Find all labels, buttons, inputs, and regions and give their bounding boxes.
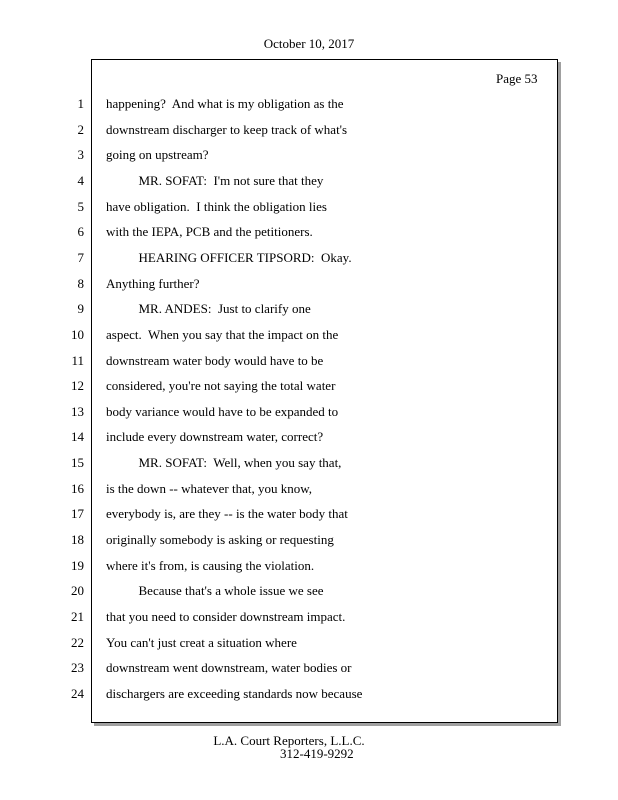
line-number: 1: [77, 96, 84, 111]
line-number: 20: [71, 583, 84, 598]
line-number: 6: [77, 224, 84, 239]
line-text: downstream water body would have to be: [106, 353, 324, 368]
line-number: 15: [71, 455, 84, 470]
line-number: 3: [77, 147, 84, 162]
footer-company: L.A. Court Reporters, L.L.C.: [213, 733, 365, 748]
line-text: going on upstream?: [106, 147, 209, 162]
line-number: 7: [77, 250, 84, 265]
line-number: 23: [71, 660, 84, 675]
line-text: that you need to consider downstream impact.: [106, 609, 346, 624]
line-text: originally somebody is asking or requesting: [106, 532, 334, 547]
line-text: everybody is, are they -- is the water body that: [106, 506, 348, 521]
line-number: 2: [77, 122, 84, 137]
line-number: 13: [71, 404, 84, 419]
line-number: 10: [71, 327, 84, 342]
line-text: Anything further?: [106, 276, 200, 291]
line-text: body variance would have to be expanded to: [106, 404, 339, 419]
line-text: MR. SOFAT: Well, when you say that,: [106, 455, 342, 470]
line-text: is the down -- whatever that, you know,: [106, 481, 313, 496]
line-text: aspect. When you say that the impact on the: [106, 327, 339, 342]
line-text: Because that's a whole issue we see: [106, 583, 324, 598]
line-text: You can't just creat a situation where: [106, 635, 297, 650]
line-number: 14: [71, 429, 84, 444]
line-text: dischargers are exceeding standards now because: [106, 686, 363, 701]
line-number: 24: [71, 686, 84, 701]
line-text: HEARING OFFICER TIPSORD: Okay.: [106, 250, 352, 265]
line-number: 16: [71, 481, 84, 496]
line-number: 18: [71, 532, 84, 547]
line-number: 22: [71, 635, 84, 650]
line-number: 8: [77, 276, 84, 291]
line-number: 12: [71, 378, 84, 393]
line-number: 21: [71, 609, 84, 624]
line-number: 5: [77, 199, 84, 214]
line-number: 4: [77, 173, 84, 188]
line-text: where it's from, is causing the violation.: [106, 558, 315, 573]
header-date: October 10, 2017: [263, 36, 355, 51]
line-text: MR. ANDES: Just to clarify one: [106, 301, 311, 316]
page-number: Page 53: [496, 71, 538, 86]
line-text: happening? And what is my obligation as the: [106, 96, 344, 111]
line-number: 11: [71, 353, 84, 368]
line-text: MR. SOFAT: I'm not sure that they: [106, 173, 324, 188]
footer-phone: 312-419-9292: [280, 746, 354, 761]
line-text: have obligation. I think the obligation lies: [106, 199, 327, 214]
line-text: include every downstream water, correct?: [106, 429, 324, 444]
line-number: 19: [71, 558, 84, 573]
line-number: 17: [71, 506, 84, 521]
line-text: downstream discharger to keep track of what's: [106, 122, 348, 137]
line-text: with the IEPA, PCB and the petitioners.: [106, 224, 313, 239]
line-text: downstream went downstream, water bodies or: [106, 660, 352, 675]
line-number: 9: [77, 301, 84, 316]
line-text: considered, you're not saying the total water: [106, 378, 336, 393]
